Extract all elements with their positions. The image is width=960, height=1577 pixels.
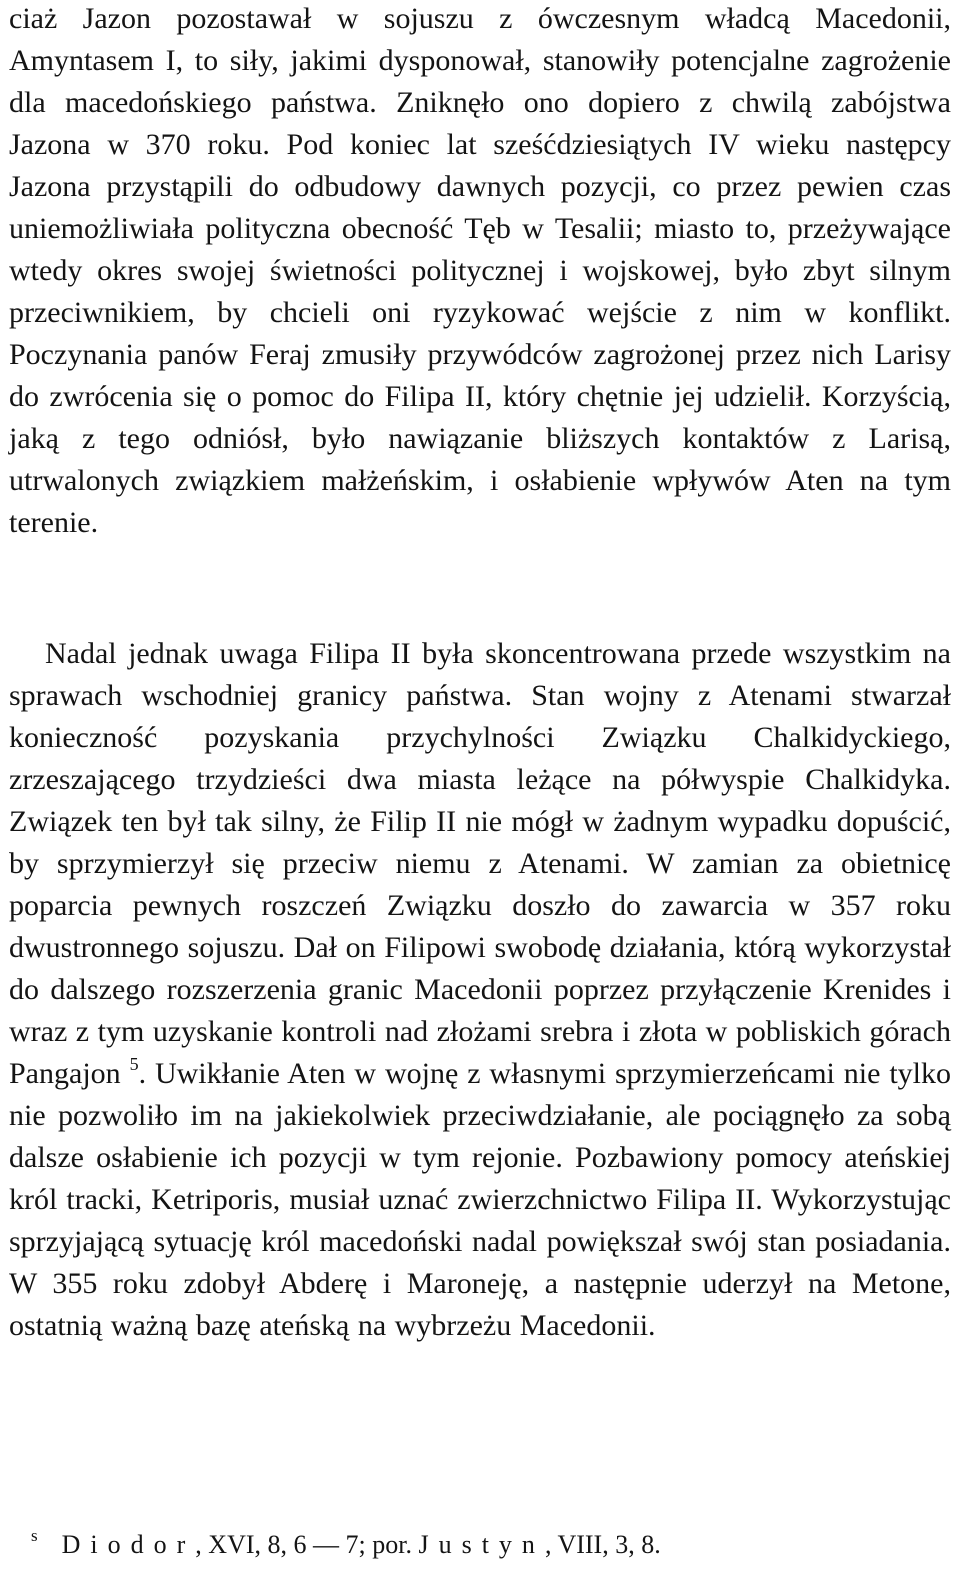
body-paragraph-2-text-b: . Uwikłanie Aten w wojnę z własnymi sprzymierzeńcami nie tylko nie pozwoliło im na jakiekolwiek przeciwdziałanie, ale pociągnęło za sobą dalsze osłabienie ich pozycji w tym rejonie. Pozbawiony pomocy ateńskiej król tracki, Ketriporis, musiał uznać zwierzchnictwo Filipa II. Wykorzystując sprzyjającą sytuację król macedoński nadal powiększał swój stan posiadania. W 355 roku zdobył Abderę i Maroneję, a następnie uderzył na Metone, ostatnią ważną bazę ateńską na wybrzeżu Macedonii. (9, 1057, 951, 1342)
body-paragraph-1: ciaż Jazon pozostawał w sojuszu z ówczesnym władcą Macedonii, Amyntasem I, to siły, jakimi dysponował, stanowiły potencjalne zagrożenie dla macedońskiego państwa. Zniknęło ono dopiero z chwilą zabójstwa Jazona w 370 roku. Pod koniec lat sześćdziesiątych IV wieku następcy Jazona przystąpili do odbudowy dawnych pozycji, co przez pewien czas uniemożliwiała polityczna obecność Tęb w Tesalii; miasto to, przeżywające wtedy okres swojej świetności politycznej i wojskowej, było zbyt silnym przeciwnikiem, by chcieli oni ryzykować wejście z nim w konflikt. Poczynania panów Feraj zmusiły przywódców zagrożonej przez nich Larisy do zwrócenia się o pomoc do Filipa II, który chętnie jej udzielił. Korzyścią, jaką z tego odniósł, było nawiązanie bliższych kontaktów z Larisą, utrwalonych związkiem małżeńskim, i osłabienie wpływów Aten na tym terenie. (9, 2, 951, 539)
document-page (9, 0, 951, 1577)
footnote-author-1: Diodor (61, 1530, 196, 1559)
footnote-author-2: Justyn (418, 1530, 545, 1559)
footnote-citation-2: , VIII, 3, 8. (544, 1530, 661, 1559)
footnote (31, 1525, 951, 1565)
body-paragraph-2 (9, 633, 951, 1347)
footnote-citation-1: , XVI, 8, 6 — 7; por. (195, 1530, 419, 1559)
body-paragraph-2-text-a: Nadal jednak uwaga Filipa II była skoncentrowana przede wszystkim na sprawach wschodniej granicy państwa. Stan wojny z Atenami stwarzał konieczność pozyskania przychylności Związku Chalkidyckiego, zrzeszającego trzydzieści dwa miasta leżące na półwyspie Chalkidyka. Związek ten był tak silny, że Filip II nie mógł w żadnym wypadku dopuścić, by sprzymierzył się przeciw niemu z Atenami. W zamian za obietnicę poparcia pewnych roszczeń Związku doszło do zawarcia w 357 roku dwustronnego sojuszu. Dał on Filipowi swobodę działania, którą wykorzystał do dalszego rozszerzenia granic Macedonii poprzez przyłączenie Krenides i wraz z tym uzyskanie kontroli nad złożami srebra i złota w pobliskich górach Pangajon (9, 637, 951, 1090)
footnote-marker: s (31, 1526, 38, 1545)
footnote-reference: 5 (129, 1054, 139, 1074)
